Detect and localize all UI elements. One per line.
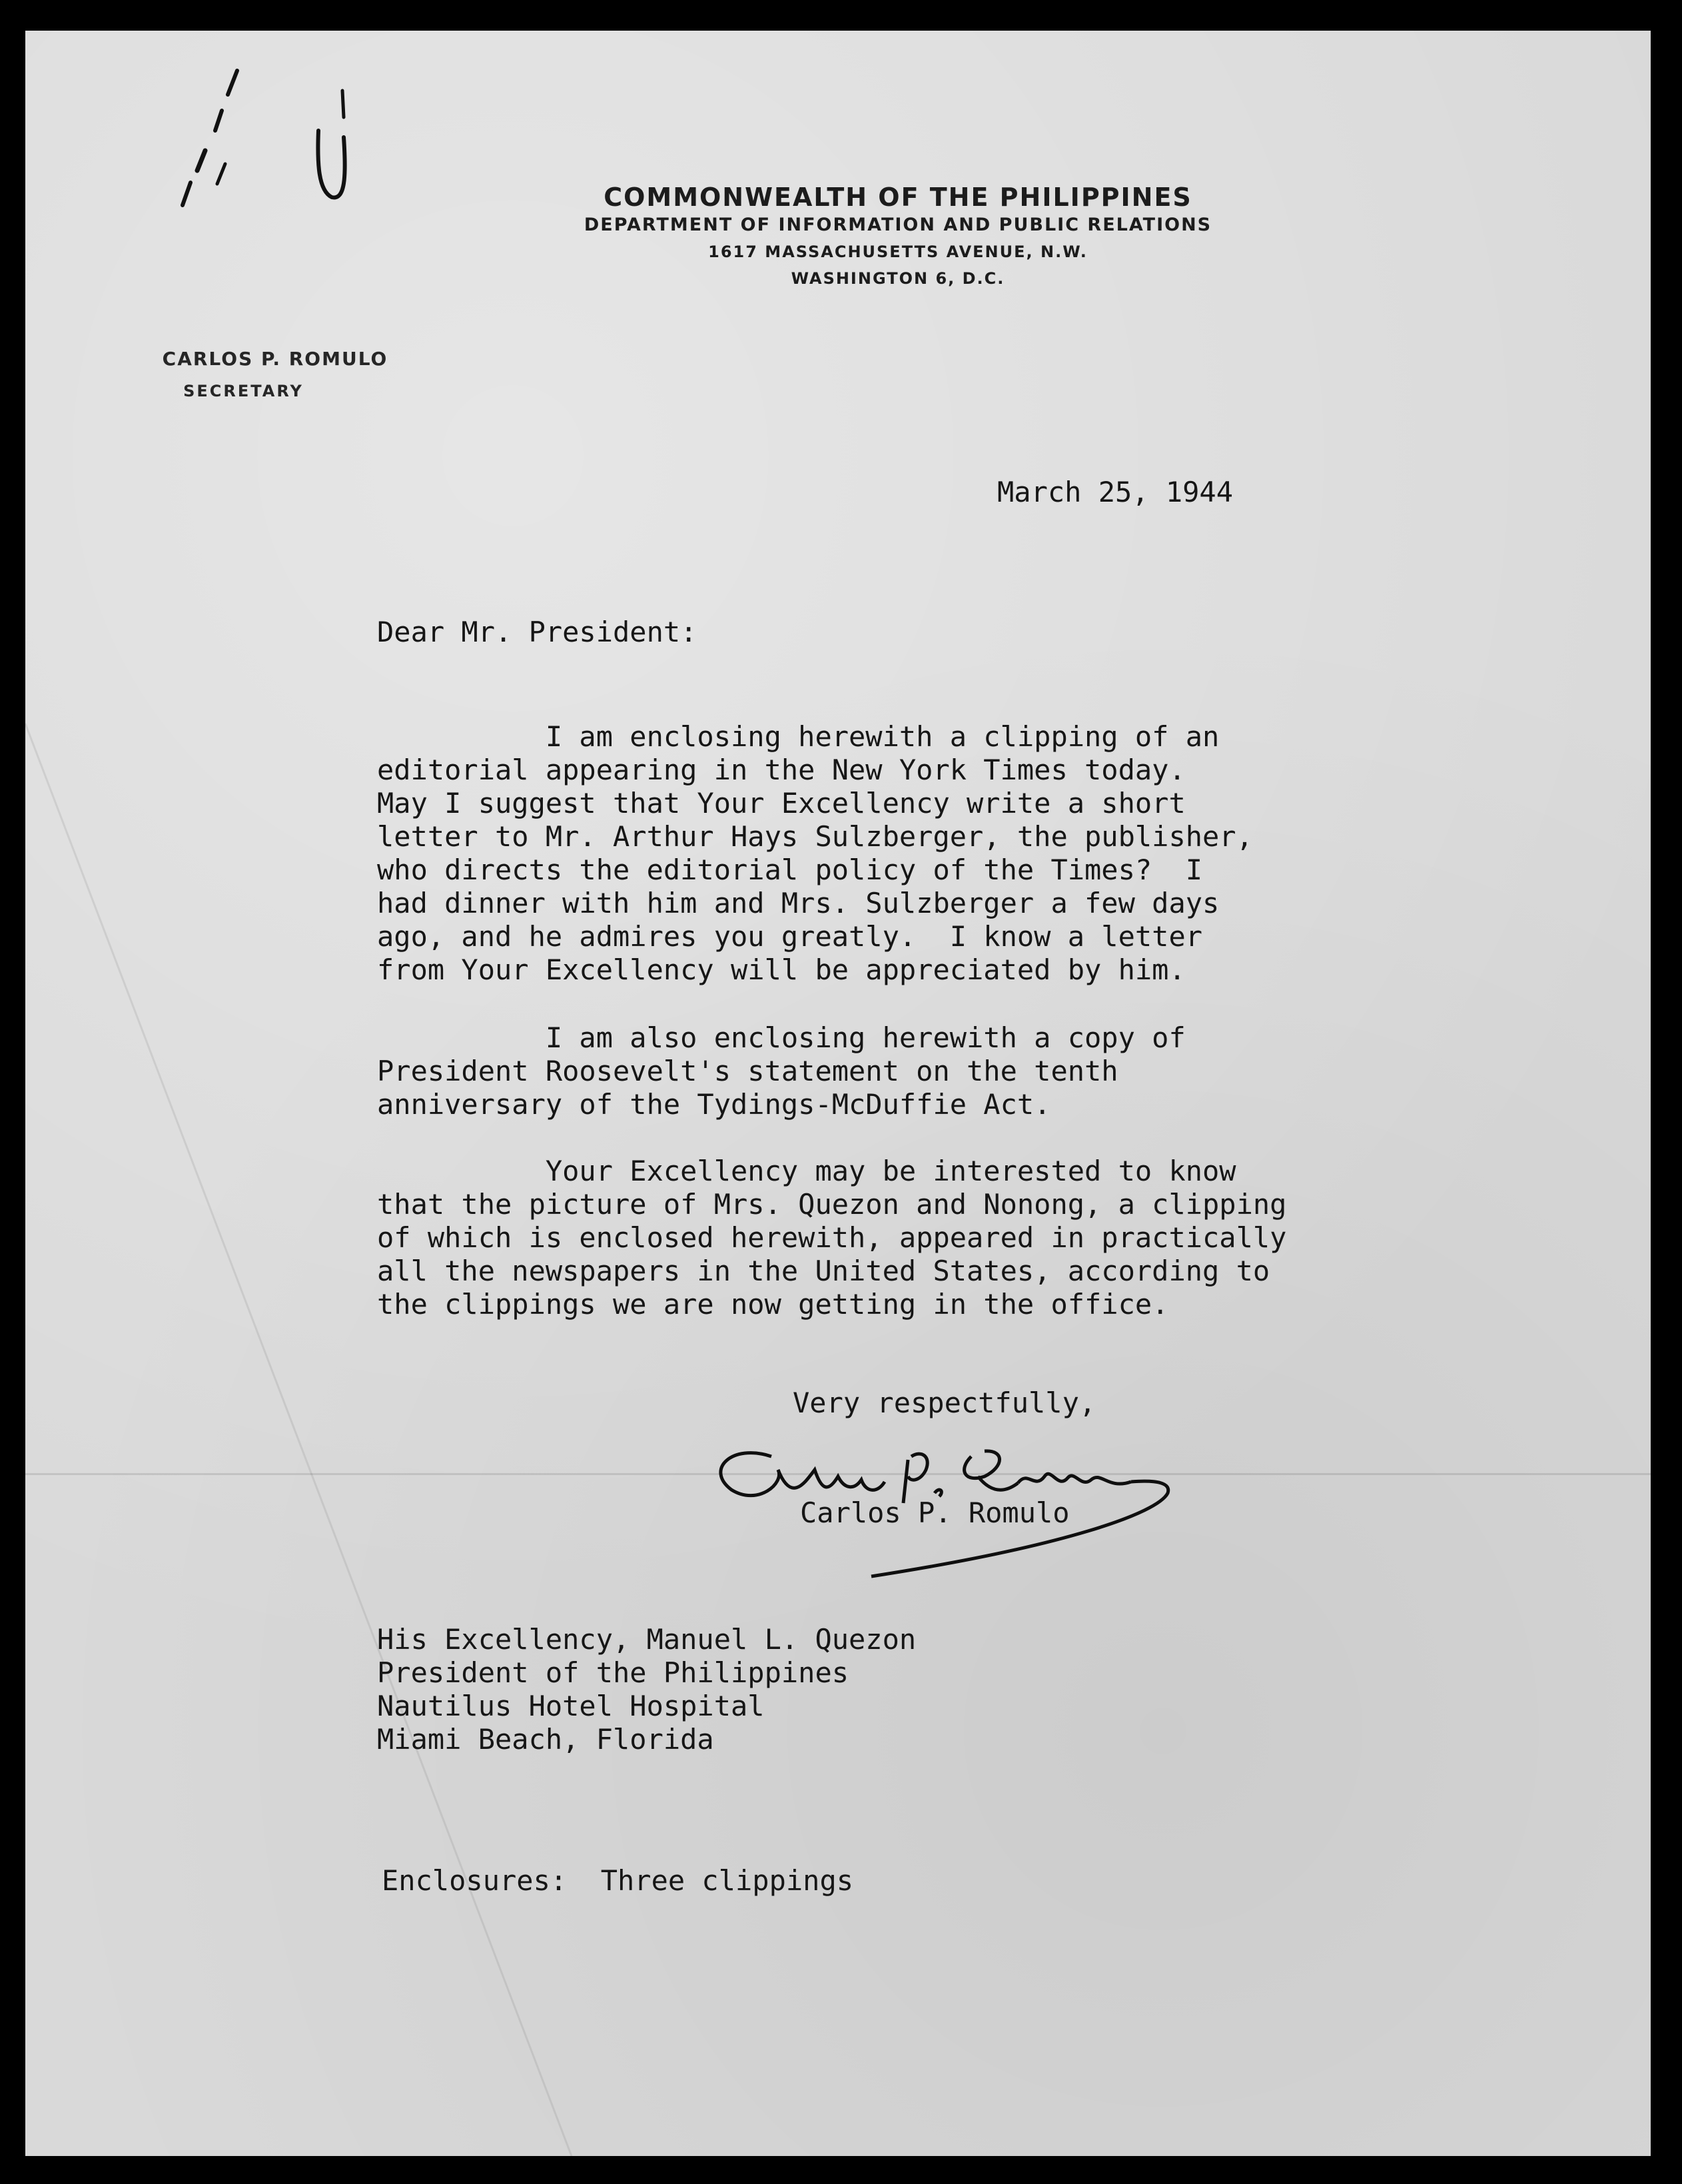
recipient-line: President of the Philippines [377,1656,849,1689]
body-line: all the newspapers in the United States, according to [377,1255,1270,1287]
body-line: President Roosevelt's statement on the tenth [377,1055,1118,1087]
letterhead-department: DEPARTMENT OF INFORMATION AND PUBLIC RELATIONS [584,215,1212,235]
body-line: editorial appearing in the New York Times today. [377,754,1186,786]
body-line: had dinner with him and Mrs. Sulzberger a few days [377,887,1220,919]
body-line: May I suggest that Your Excellency write a short [377,787,1186,819]
recipient-line: Miami Beach, Florida [377,1723,714,1756]
body-line: ago, and he admires you greatly. I know a letter [377,920,1203,953]
letter-page [25,31,1651,2156]
closing: Very respectfully, [793,1386,1096,1419]
body-line: anniversary of the Tydings-McDuffie Act. [377,1088,1051,1121]
handwritten-marks [25,31,425,244]
letter-date: March 25, 1944 [997,476,1234,508]
recipient-line: Nautilus Hotel Hospital [377,1690,765,1722]
body-line: from Your Excellency will be appreciated by him. [377,953,1186,986]
body-line: letter to Mr. Arthur Hays Sulzberger, the publisher, [377,820,1253,853]
enclosures-note: Enclosures: Three clippings [382,1864,854,1897]
body-line: the clippings we are now getting in the office. [377,1288,1169,1321]
letterhead-address: 1617 MASSACHUSETTS AVENUE, N.W. [708,243,1088,261]
sender-title: SECRETARY [183,382,304,400]
body-line: of which is enclosed herewith, appeared in practically [377,1221,1287,1254]
letterhead-city: WASHINGTON 6, D.C. [791,269,1005,288]
letterhead-title: COMMONWEALTH OF THE PHILIPPINES [604,183,1192,212]
sender-block [129,348,422,400]
body-line: Your Excellency may be interested to know [377,1155,1236,1187]
recipient-line: His Excellency, Manuel L. Quezon [377,1623,917,1656]
salutation: Dear Mr. President: [377,616,697,648]
signature-name: Carlos P. Romulo [800,1496,1070,1529]
body-line: who directs the editorial policy of the Times? I [377,853,1203,886]
body-line: I am enclosing herewith a clipping of an [377,720,1220,753]
body-line: I am also enclosing herewith a copy of [377,1021,1186,1054]
sender-name: CARLOS P. ROMULO [162,348,388,370]
body-line: that the picture of Mrs. Quezon and Nonong, a clipping [377,1188,1287,1221]
